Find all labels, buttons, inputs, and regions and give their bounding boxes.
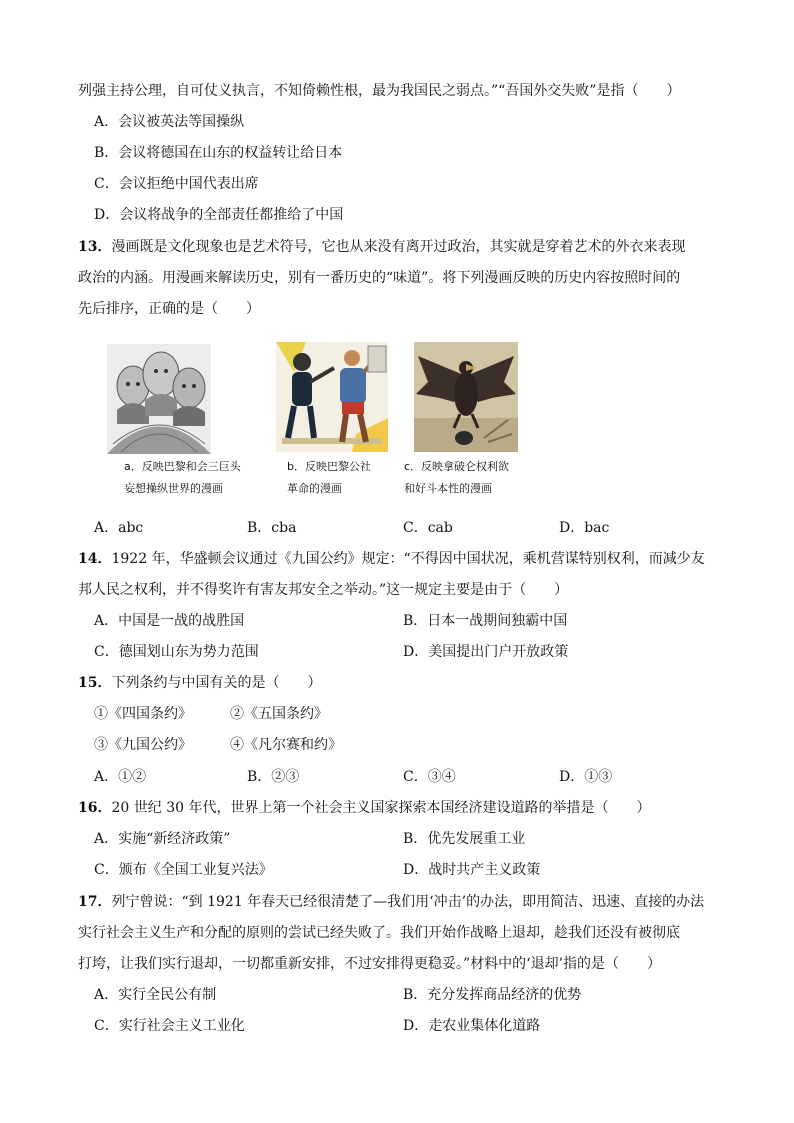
q17-stem-line-3: 打垮，让我们实行退却，一切都重新安排，不过安排得更稳妥。”材料中的‘退却’指的是（ ） bbox=[78, 956, 662, 972]
q12-option-c: C．会议拒绝中国代表出席 bbox=[94, 176, 259, 192]
q17-option-c: C．实行社会主义工业化 bbox=[94, 1018, 245, 1034]
q16-option-d: D．战时共产主义政策 bbox=[403, 862, 541, 878]
q13-option-a: A．abc bbox=[94, 520, 144, 536]
q17-option-b: B．充分发挥商品经济的优势 bbox=[403, 987, 582, 1003]
q12-stem: 列强主持公理，自可仗义执言，不知倚赖性根，最为我国民之弱点。”“吾国外交失败”是指（ ） bbox=[78, 83, 681, 99]
cartoon-c-image bbox=[414, 342, 518, 452]
q16-option-a: A．实施“新经济政策” bbox=[94, 831, 231, 847]
q17-stem-line-1: 17．列宁曾说：“到 1921 年春天已经很清楚了—我们用‘冲击’的办法，即用简洁、迅速、直接的办法 bbox=[78, 894, 705, 910]
q13-stem-line-2: 政治的内涵。用漫画来解读历史，别有一番历史的“味道”。将下列漫画反映的历史内容按照时间的 bbox=[78, 270, 681, 286]
q17-option-a: A．实行全民公有制 bbox=[94, 987, 217, 1003]
q14-option-a: A．中国是一战的战胜国 bbox=[94, 613, 245, 629]
q14-option-b: B．日本一战期间独霸中国 bbox=[403, 613, 568, 629]
q16-number: 16． bbox=[78, 800, 112, 816]
q15-stem: 15．下列条约与中国有关的是（ ） bbox=[78, 675, 322, 691]
q16-option-b: B．优先发展重工业 bbox=[403, 831, 526, 847]
q14-stem-line-1: 14．1922 年，华盛顿会议通过《九国公约》规定：“不得因中国状况，乘机营谋特别权利，而减少友 bbox=[78, 551, 705, 567]
q16-option-c: C．颁布《全国工业复兴法》 bbox=[94, 862, 273, 878]
q13-option-b: B．cba bbox=[247, 520, 297, 536]
q17-number: 17． bbox=[78, 894, 112, 910]
cartoon-b-caption-2: 革命的漫画 bbox=[287, 482, 342, 495]
q13-option-c: C．cab bbox=[403, 520, 453, 536]
q13-stem-line-1: 13．漫画既是文化现象也是艺术符号，它也从来没有离开过政治，其实就是穿着艺术的外衣来表现 bbox=[78, 239, 686, 255]
cartoon-b-image bbox=[276, 342, 388, 452]
q15-item-1: ①《四国条约》 bbox=[94, 706, 192, 722]
cartoon-c-caption-1: c．反映拿破仑权利欲 bbox=[404, 460, 510, 473]
cartoon-c-caption-2: 和好斗本性的漫画 bbox=[404, 482, 492, 495]
q17-option-d: D．走农业集体化道路 bbox=[403, 1018, 541, 1034]
q12-option-b: B．会议将德国在山东的权益转让给日本 bbox=[94, 145, 343, 161]
q15-item-3: ③《九国公约》 bbox=[94, 737, 192, 753]
q15-item-4: ④《凡尔赛和约》 bbox=[230, 737, 342, 753]
q12-option-a: A．会议被英法等国操纵 bbox=[94, 114, 245, 130]
cartoon-b-caption-1: b．反映巴黎公社 bbox=[287, 460, 371, 473]
cartoon-a-image bbox=[107, 344, 211, 454]
q14-number: 14． bbox=[78, 551, 112, 567]
cartoon-a-caption-2: 妄想操纵世界的漫画 bbox=[124, 482, 223, 495]
q13-option-d: D．bac bbox=[559, 520, 610, 536]
q15-item-2: ②《五国条约》 bbox=[230, 706, 328, 722]
q15-option-d: D．①③ bbox=[559, 769, 613, 785]
q15-number: 15． bbox=[78, 675, 112, 691]
q13-number: 13． bbox=[78, 239, 112, 255]
q16-stem: 16．20 世纪 30 年代，世界上第一个社会主义国家探索本国经济建设道路的举措是（ ） bbox=[78, 800, 651, 816]
q14-option-d: D．美国提出门户开放政策 bbox=[403, 644, 569, 660]
q15-option-c: C．③④ bbox=[403, 769, 456, 785]
q15-option-b: B．②③ bbox=[247, 769, 300, 785]
q12-option-d: D．会议将战争的全部责任都推给了中国 bbox=[94, 207, 344, 223]
q14-option-c: C．德国划山东为势力范围 bbox=[94, 644, 259, 660]
q14-stem-line-2: 邦人民之权利，并不得奖许有害友邦安全之举动。”这一规定主要是由于（ ） bbox=[78, 582, 569, 598]
q17-stem-line-2: 实行社会主义生产和分配的原则的尝试已经失败了。我们开始作战略上退却，趁我们还没有被彻底 bbox=[78, 925, 680, 941]
q13-stem-line-3: 先后排序，正确的是（ ） bbox=[78, 301, 260, 317]
q15-option-a: A．①② bbox=[94, 769, 147, 785]
cartoon-a-caption-1: a．反映巴黎和会三巨头 bbox=[124, 460, 241, 473]
